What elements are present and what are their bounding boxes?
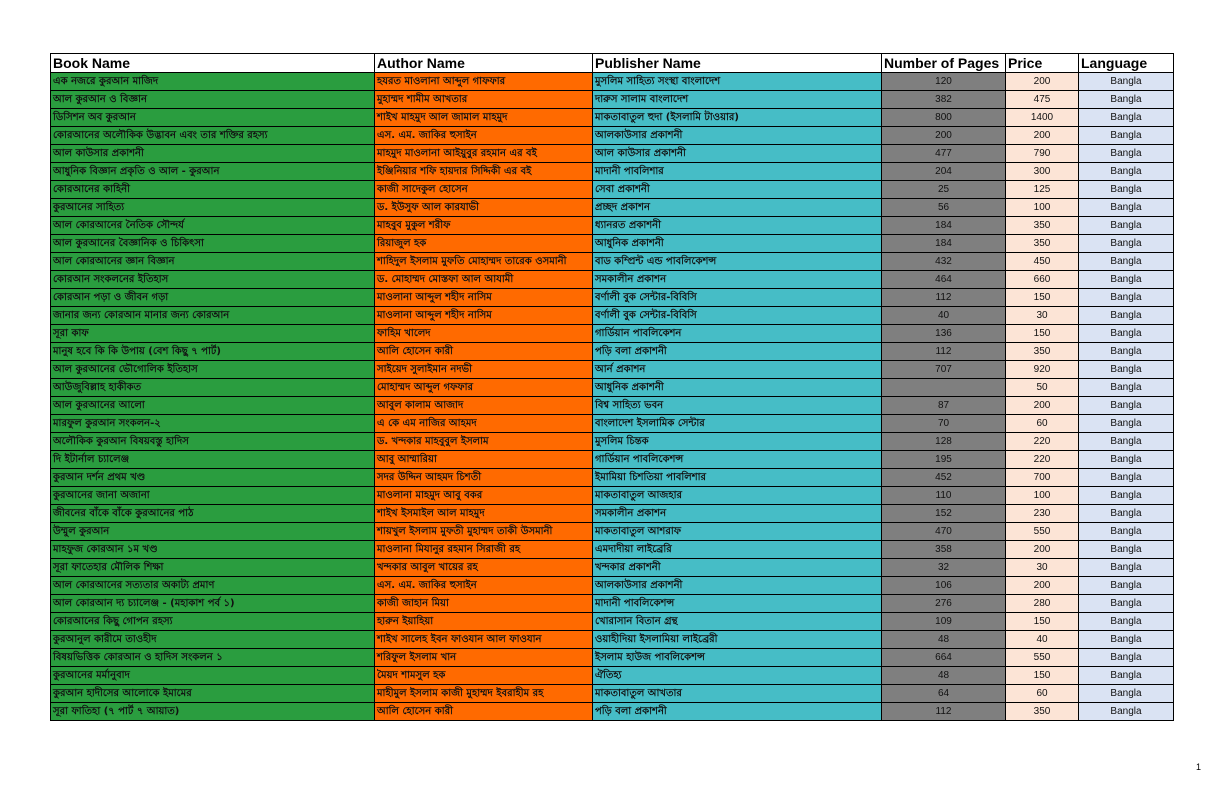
cell-book-name: আল কুরআন ও বিজ্ঞান [51,91,375,109]
cell-price: 60 [1006,415,1079,433]
cell-publisher-name: মাকতাবাতুল আখতার [593,685,882,703]
cell-price: 220 [1006,433,1079,451]
cell-language: Bangla [1079,379,1174,397]
cell-publisher-name: ইসলাম হাউজ পাবলিকেশন্স [593,649,882,667]
cell-language: Bangla [1079,451,1174,469]
cell-author-name: রিয়াজুল হক [375,235,593,253]
cell-number-of-pages: 195 [882,451,1006,469]
cell-book-name: আল কোরআনের জ্ঞান বিজ্ঞান [51,253,375,271]
table-row [51,73,1174,91]
cell-publisher-name: সেবা প্রকাশনী [593,181,882,199]
table-row [51,685,1174,703]
cell-price: 350 [1006,703,1079,721]
table-row [51,343,1174,361]
cell-book-name: আল কোরআন দ্য চ্যালেঞ্জ - (মহাকাশ পর্ব ১) [51,595,375,613]
cell-price: 150 [1006,613,1079,631]
cell-book-name: আল কুরআনের ভৌগোলিক ইতিহাস [51,361,375,379]
cell-publisher-name: বাড কম্প্রিন্ট এন্ড পাবলিকেশন্স [593,253,882,271]
table-row [51,415,1174,433]
table-row [51,307,1174,325]
cell-author-name: মাহমুদ মাওলানা আইয়ুবুর রহমান এর বই [375,145,593,163]
cell-book-name: মারফুল কুরআন সংকলন-২ [51,415,375,433]
cell-book-name: কোরআনের কিছু গোপন রহস্য [51,613,375,631]
cell-price: 550 [1006,649,1079,667]
cell-language: Bangla [1079,703,1174,721]
cell-language: Bangla [1079,415,1174,433]
table-row [51,649,1174,667]
cell-author-name: ফাহিম খালেদ [375,325,593,343]
cell-book-name: জানার জন্য কোরআন মানার জন্য কোরআন [51,307,375,325]
cell-price: 150 [1006,325,1079,343]
table-row [51,523,1174,541]
cell-number-of-pages: 56 [882,199,1006,217]
cell-number-of-pages: 48 [882,631,1006,649]
cell-book-name: আল কুরআনের বৈজ্ঞানিক ও চিকিৎসা [51,235,375,253]
table-row [51,505,1174,523]
table-row [51,145,1174,163]
cell-language: Bangla [1079,109,1174,127]
cell-price: 475 [1006,91,1079,109]
cell-author-name: এস. এম. জাকির হুসাইন [375,577,593,595]
cell-publisher-name: বাংলাদেশ ইসলামিক সেন্টার [593,415,882,433]
cell-book-name: মাহফুজ কোরআন ১ম খণ্ড [51,541,375,559]
cell-language: Bangla [1079,307,1174,325]
cell-author-name: আলি হোসেন কারী [375,703,593,721]
cell-number-of-pages: 64 [882,685,1006,703]
cell-author-name: শাহিদুল ইসলাম মুফতি মোহাম্মদ তারেক ওসমানী [375,253,593,271]
cell-price: 125 [1006,181,1079,199]
cell-price: 350 [1006,235,1079,253]
cell-author-name: খন্দকার আবুল খায়ের রহ [375,559,593,577]
table-row [51,325,1174,343]
cell-number-of-pages: 112 [882,703,1006,721]
cell-number-of-pages: 477 [882,145,1006,163]
table-row [51,559,1174,577]
cell-language: Bangla [1079,631,1174,649]
cell-publisher-name: খোরাসান বিতান গ্রন্থ [593,613,882,631]
cell-book-name: কুরআনের জানা অজানা [51,487,375,505]
cell-author-name: মাওলানা আব্দুল শহীদ নাসিম [375,307,593,325]
cell-number-of-pages: 136 [882,325,1006,343]
cell-price: 220 [1006,451,1079,469]
cell-author-name: মাহীমুল ইসলাম কাজী মুহাম্মদ ইবরাহীম রহ [375,685,593,703]
cell-book-name: উম্মুল কুরআন [51,523,375,541]
table-row [51,127,1174,145]
cell-book-name: আল কাউসার প্রকাশনী [51,145,375,163]
cell-language: Bangla [1079,325,1174,343]
cell-language: Bangla [1079,505,1174,523]
cell-price: 200 [1006,541,1079,559]
cell-number-of-pages: 120 [882,73,1006,91]
cell-author-name: এস. এম. জাকির হুসাইন [375,127,593,145]
cell-price: 1400 [1006,109,1079,127]
table-row [51,109,1174,127]
cell-publisher-name: ওয়াহীদিয়া ইসলামিয়া লাইব্রেরী [593,631,882,649]
cell-book-name: কুরআনুল কারীমে তাওহীদ [51,631,375,649]
cell-price: 280 [1006,595,1079,613]
cell-price: 200 [1006,127,1079,145]
table-row [51,703,1174,721]
cell-publisher-name: এমদাদীয়া লাইব্রেরি [593,541,882,559]
cell-book-name: জীবনের বাঁকে বাঁকে কুরআনের পাঠ [51,505,375,523]
cell-language: Bangla [1079,433,1174,451]
cell-publisher-name: মাকতাবাতুল আজহার [593,487,882,505]
table-row [51,469,1174,487]
header-language: Language [1079,54,1174,73]
cell-publisher-name: মাকতাবাতুল আশরাফ [593,523,882,541]
cell-language: Bangla [1079,649,1174,667]
cell-language: Bangla [1079,613,1174,631]
cell-price: 200 [1006,397,1079,415]
cell-author-name: ড. খন্দকার মাহবুবুল ইসলাম [375,433,593,451]
cell-author-name: আবু আম্মারিয়া [375,451,593,469]
cell-author-name: এ কে এম নাজির আহমদ [375,415,593,433]
cell-language: Bangla [1079,541,1174,559]
cell-author-name: শাইখ সালেহ ইবন ফাওযান আল ফাওযান [375,631,593,649]
book-table [50,53,1174,721]
table-body [51,73,1174,721]
cell-publisher-name: বর্ণালী বুক সেন্টার-বিবিসি [593,307,882,325]
table-row [51,433,1174,451]
cell-publisher-name: গার্ডিয়ান পাবলিকেশন্স [593,451,882,469]
cell-author-name: শরিফুল ইসলাম খান [375,649,593,667]
cell-publisher-name: আল কাউসার প্রকাশনী [593,145,882,163]
cell-language: Bangla [1079,163,1174,181]
cell-book-name: আল কোরআনের নৈতিক সৌন্দর্য [51,217,375,235]
cell-book-name: বিষয়ভিত্তিক কোরআন ও হাদিস সংকলন ১ [51,649,375,667]
cell-language: Bangla [1079,667,1174,685]
cell-language: Bangla [1079,91,1174,109]
cell-author-name: সদর উদ্দিন আহমদ চিশতী [375,469,593,487]
cell-language: Bangla [1079,199,1174,217]
cell-number-of-pages: 40 [882,307,1006,325]
cell-author-name: মাওলানা মিযানুর রহমান সিরাজী রহ [375,541,593,559]
cell-number-of-pages: 707 [882,361,1006,379]
table-row [51,235,1174,253]
cell-price: 200 [1006,577,1079,595]
cell-number-of-pages: 25 [882,181,1006,199]
cell-price: 660 [1006,271,1079,289]
cell-price: 100 [1006,487,1079,505]
cell-language: Bangla [1079,559,1174,577]
cell-author-name: আবুল কালাম আজাদ [375,397,593,415]
cell-publisher-name: মাদানী পাবলিশার [593,163,882,181]
table-row [51,487,1174,505]
page-number: 1 [1196,762,1202,772]
cell-language: Bangla [1079,397,1174,415]
cell-publisher-name: আর্ন প্রকাশন [593,361,882,379]
cell-publisher-name: গার্ডিয়ান পাবলিকেশন [593,325,882,343]
cell-language: Bangla [1079,469,1174,487]
cell-author-name: মাহবুব মুকুল শরীফ [375,217,593,235]
cell-author-name: মোহাম্মদ আব্দুল গফফার [375,379,593,397]
cell-number-of-pages: 204 [882,163,1006,181]
cell-author-name: ইঞ্জিনিয়ার শফি হায়দার সিদ্দিকী এর বই [375,163,593,181]
cell-publisher-name: আধুনিক প্রকাশনী [593,235,882,253]
table-row [51,253,1174,271]
table-row [51,451,1174,469]
cell-publisher-name: পড়ি বলা প্রকাশনী [593,343,882,361]
cell-number-of-pages: 184 [882,217,1006,235]
cell-price: 50 [1006,379,1079,397]
cell-price: 790 [1006,145,1079,163]
cell-book-name: কোরআনের কাহিনী [51,181,375,199]
cell-language: Bangla [1079,73,1174,91]
table-row [51,595,1174,613]
cell-book-name: কুরআনের সাহিত্য [51,199,375,217]
cell-language: Bangla [1079,343,1174,361]
cell-language: Bangla [1079,487,1174,505]
cell-publisher-name: প্রচ্ছদ প্রকাশন [593,199,882,217]
cell-number-of-pages: 70 [882,415,1006,433]
cell-number-of-pages: 184 [882,235,1006,253]
cell-book-name: আউজুবিল্লাহ হাকীকত [51,379,375,397]
cell-author-name: হযরত মাওলানা আব্দুল গাফফার [375,73,593,91]
cell-price: 100 [1006,199,1079,217]
cell-language: Bangla [1079,577,1174,595]
cell-price: 150 [1006,289,1079,307]
cell-publisher-name: দারুস সালাম বাংলাদেশ [593,91,882,109]
header-author-name: Author Name [375,54,593,73]
cell-book-name: কোরআনের অলৌকিক উদ্ভাবন এবং তার শক্তির রহস্য [51,127,375,145]
cell-price: 700 [1006,469,1079,487]
cell-price: 450 [1006,253,1079,271]
table-row [51,577,1174,595]
cell-book-name: কুরআন হাদীসের আলোকে ইমামের [51,685,375,703]
header-publisher-name: Publisher Name [593,54,882,73]
cell-number-of-pages: 152 [882,505,1006,523]
cell-price: 300 [1006,163,1079,181]
cell-number-of-pages: 664 [882,649,1006,667]
cell-publisher-name: আধুনিক প্রকাশনী [593,379,882,397]
cell-publisher-name: মুসলিম চিন্তক [593,433,882,451]
cell-author-name: আলি হোসেন কারী [375,343,593,361]
cell-number-of-pages: 112 [882,343,1006,361]
cell-author-name: হারুন ইয়াহিয়া [375,613,593,631]
header-book-name: Book Name [51,54,375,73]
table-row [51,217,1174,235]
cell-number-of-pages: 358 [882,541,1006,559]
cell-publisher-name: পড়ি বলা প্রকাশনী [593,703,882,721]
cell-book-name: আধুনিক বিজ্ঞান প্রকৃতি ও আল - কুরআন [51,163,375,181]
table-row [51,361,1174,379]
cell-author-name: মাওলানা মাহমুদ আবু বকর [375,487,593,505]
table-row [51,91,1174,109]
table-row [51,289,1174,307]
cell-number-of-pages: 800 [882,109,1006,127]
table-row [51,163,1174,181]
cell-publisher-name: আলকাউসার প্রকাশনী [593,577,882,595]
cell-book-name: কুরআনের মর্মানুবাদ [51,667,375,685]
cell-number-of-pages: 112 [882,289,1006,307]
cell-book-name: আল কুরআনের আলো [51,397,375,415]
cell-book-name: সূরা ফাতিহা (৭ পার্ট ৭ আয়াত) [51,703,375,721]
cell-language: Bangla [1079,289,1174,307]
cell-author-name: শাইখ মাহমুদ আল জামাল মাহমুদ [375,109,593,127]
cell-author-name: মুহাম্মদ শামীম আখতার [375,91,593,109]
cell-book-name: দি ইটার্নাল চ্যালেঞ্জ [51,451,375,469]
cell-book-name: কুরআন দর্শন প্রথম খণ্ড [51,469,375,487]
table-row [51,541,1174,559]
cell-book-name: মানুষ হবে কি কি উপায় (বেশ কিছু ৭ পার্ট) [51,343,375,361]
cell-number-of-pages: 48 [882,667,1006,685]
cell-book-name: কোরআন পড়া ও জীবন গড়া [51,289,375,307]
header-price: Price [1006,54,1079,73]
cell-author-name: ড. ইউসুফ আল কারযাভী [375,199,593,217]
cell-language: Bangla [1079,523,1174,541]
table-row [51,379,1174,397]
table-row [51,181,1174,199]
cell-language: Bangla [1079,217,1174,235]
cell-number-of-pages: 106 [882,577,1006,595]
cell-number-of-pages: 32 [882,559,1006,577]
cell-author-name: মাওলানা আব্দুল শহীদ নাসিম [375,289,593,307]
cell-publisher-name: বিশ্ব সাহিত্য ভবন [593,397,882,415]
cell-price: 920 [1006,361,1079,379]
cell-author-name: কাজী সাদেকুল হোসেন [375,181,593,199]
cell-language: Bangla [1079,361,1174,379]
cell-language: Bangla [1079,271,1174,289]
cell-book-name: সূরা ফাতেহার মৌলিক শিক্ষা [51,559,375,577]
cell-book-name: এক নজরে কুরআন মাজিদ [51,73,375,91]
cell-number-of-pages: 452 [882,469,1006,487]
cell-publisher-name: ঐতিহ্য [593,667,882,685]
cell-publisher-name: সমকালীন প্রকাশন [593,505,882,523]
cell-publisher-name: মুসলিম সাহিত্য সংস্থা বাংলাদেশ [593,73,882,91]
cell-book-name: সূরা কাফ [51,325,375,343]
cell-publisher-name: বর্ণালী বুক সেন্টার-বিবিসি [593,289,882,307]
cell-book-name: কোরআন সংকলনের ইতিহাস [51,271,375,289]
cell-price: 350 [1006,217,1079,235]
cell-publisher-name: সমকালীন প্রকাশন [593,271,882,289]
cell-publisher-name: আলকাউসার প্রকাশনী [593,127,882,145]
cell-price: 150 [1006,667,1079,685]
cell-language: Bangla [1079,595,1174,613]
table-row [51,667,1174,685]
table-row [51,271,1174,289]
cell-number-of-pages: 200 [882,127,1006,145]
cell-language: Bangla [1079,235,1174,253]
cell-author-name: শায়খুল ইসলাম মুফতী মুহাম্মদ তাকী উসমানী [375,523,593,541]
header-row [51,54,1174,73]
table-row [51,613,1174,631]
cell-book-name: ডিসিশন অব কুরআন [51,109,375,127]
table-row [51,199,1174,217]
cell-language: Bangla [1079,181,1174,199]
cell-author-name: মৈয়দ শামসুল হক [375,667,593,685]
cell-author-name: শাইখ ইসমাইল আল মাহমুদ [375,505,593,523]
cell-price: 230 [1006,505,1079,523]
cell-publisher-name: ইমামিয়া চিশতিয়া পাবলিশার [593,469,882,487]
cell-price: 30 [1006,307,1079,325]
cell-price: 40 [1006,631,1079,649]
cell-language: Bangla [1079,145,1174,163]
cell-publisher-name: মাকতাবাতুল হুদা (ইসলামি টাওয়ার) [593,109,882,127]
cell-author-name: কাজী জাহান মিয়া [375,595,593,613]
cell-author-name: সাইয়েদ সুলাইমান নদভী [375,361,593,379]
cell-publisher-name: খন্দকার প্রকাশনী [593,559,882,577]
cell-price: 550 [1006,523,1079,541]
cell-number-of-pages [882,379,1006,397]
cell-number-of-pages: 87 [882,397,1006,415]
cell-number-of-pages: 109 [882,613,1006,631]
cell-publisher-name: মাদানী পাবলিকেশন্স [593,595,882,613]
cell-publisher-name: ধ্যানরত প্রকাশনী [593,217,882,235]
cell-price: 200 [1006,73,1079,91]
table-row [51,631,1174,649]
table-row [51,397,1174,415]
cell-language: Bangla [1079,685,1174,703]
cell-book-name: অলৌকিক কুরআন বিষয়বস্তু হাদিস [51,433,375,451]
cell-price: 30 [1006,559,1079,577]
cell-author-name: ড. মোহাম্মদ মোস্তফা আল আযামী [375,271,593,289]
cell-number-of-pages: 432 [882,253,1006,271]
header-number-of-pages: Number of Pages [882,54,1006,73]
cell-number-of-pages: 382 [882,91,1006,109]
cell-price: 350 [1006,343,1079,361]
cell-language: Bangla [1079,127,1174,145]
cell-number-of-pages: 110 [882,487,1006,505]
cell-language: Bangla [1079,253,1174,271]
cell-number-of-pages: 128 [882,433,1006,451]
cell-number-of-pages: 276 [882,595,1006,613]
cell-number-of-pages: 464 [882,271,1006,289]
cell-price: 60 [1006,685,1079,703]
cell-number-of-pages: 470 [882,523,1006,541]
cell-book-name: আল কোরআনের সত্যতার অকাট্য প্রমাণ [51,577,375,595]
